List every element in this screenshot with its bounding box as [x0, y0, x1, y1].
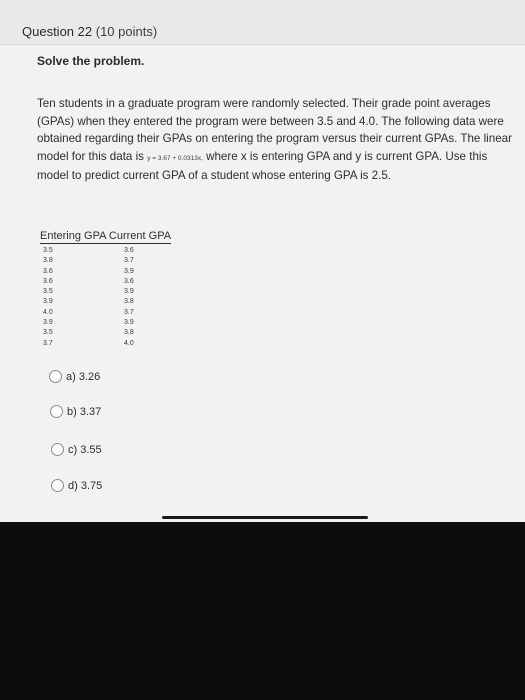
entering-gpa-cell: 3.5: [43, 247, 53, 254]
entering-gpa-cell: 3.6: [43, 267, 53, 275]
gpa-table: [40, 226, 200, 350]
table-row: [40, 298, 200, 308]
radio-button-c[interactable]: [51, 443, 64, 456]
entering-gpa-cell: 3.5: [43, 288, 53, 296]
table-row: [40, 257, 200, 267]
radio-button-d[interactable]: [51, 479, 64, 492]
entering-gpa-cell: 3.9: [43, 319, 53, 327]
table-row: [40, 329, 200, 339]
answer-choice-d[interactable]: [51, 479, 102, 492]
question-title: [22, 24, 157, 39]
choice-label-a: a) 3.26: [66, 370, 101, 383]
current-gpa-cell: 3.8: [124, 329, 134, 337]
answer-choice-c[interactable]: [51, 443, 102, 456]
current-gpa-cell: 3.9: [124, 267, 134, 275]
table-row: [40, 340, 200, 350]
entering-gpa-cell: 3.8: [43, 257, 53, 265]
home-indicator-bar: [162, 516, 368, 519]
current-gpa-cell: 3.9: [124, 319, 134, 327]
question-number: Question 22: [22, 24, 93, 39]
radio-button-b[interactable]: [50, 405, 63, 418]
current-gpa-cell: 3.8: [124, 298, 134, 306]
problem-text-before: Ten students in a graduate program were randomly selected. Their grade point averages (GPAs) when they entered the program were between 3.5 and 4.0. The following data were obtained regarding their GPAs on entering the program versus their current GPAs. The linear model for this data is: [37, 97, 512, 163]
problem-text-after: where x is entering GPA and y is current GPA. Use this model to predict current GPA of a student whose entering GPA is 2.5.: [37, 149, 488, 183]
table-row: [40, 319, 200, 329]
current-gpa-cell: 4.0: [124, 339, 134, 347]
table-row: [40, 247, 200, 257]
table-header: [40, 230, 171, 244]
table-row: [40, 288, 200, 298]
entering-gpa-cell: 3.9: [43, 298, 53, 306]
question-points: (10 points): [95, 24, 158, 39]
linear-model-formula: y = 3.67 + 0.0313x,: [147, 154, 203, 162]
answer-choice-a[interactable]: [49, 370, 100, 383]
header-entering-gpa: Entering GPA: [40, 230, 106, 242]
current-gpa-cell: 3.6: [124, 247, 134, 254]
table-row: [40, 278, 200, 288]
current-gpa-cell: 3.9: [124, 288, 134, 296]
current-gpa-cell: 3.7: [124, 308, 134, 316]
current-gpa-cell: 3.7: [124, 257, 134, 265]
entering-gpa-cell: 3.7: [43, 339, 53, 347]
question-header: [0, 0, 525, 45]
entering-gpa-cell: 3.6: [43, 277, 53, 285]
radio-button-a[interactable]: [49, 370, 62, 383]
question-instruction: Solve the problem.: [37, 54, 145, 68]
current-gpa-cell: 3.6: [124, 277, 134, 285]
answer-choice-b[interactable]: [50, 405, 101, 418]
table-row: [40, 309, 200, 319]
problem-text: [37, 95, 512, 185]
choice-label-b: b) 3.37: [67, 405, 102, 418]
choice-label-d: d) 3.75: [68, 479, 103, 492]
header-current-gpa: Current GPA: [108, 230, 172, 242]
entering-gpa-cell: 4.0: [43, 308, 53, 316]
table-row: [40, 268, 200, 278]
entering-gpa-cell: 3.5: [43, 329, 53, 337]
choice-label-c: c) 3.55: [68, 443, 102, 456]
